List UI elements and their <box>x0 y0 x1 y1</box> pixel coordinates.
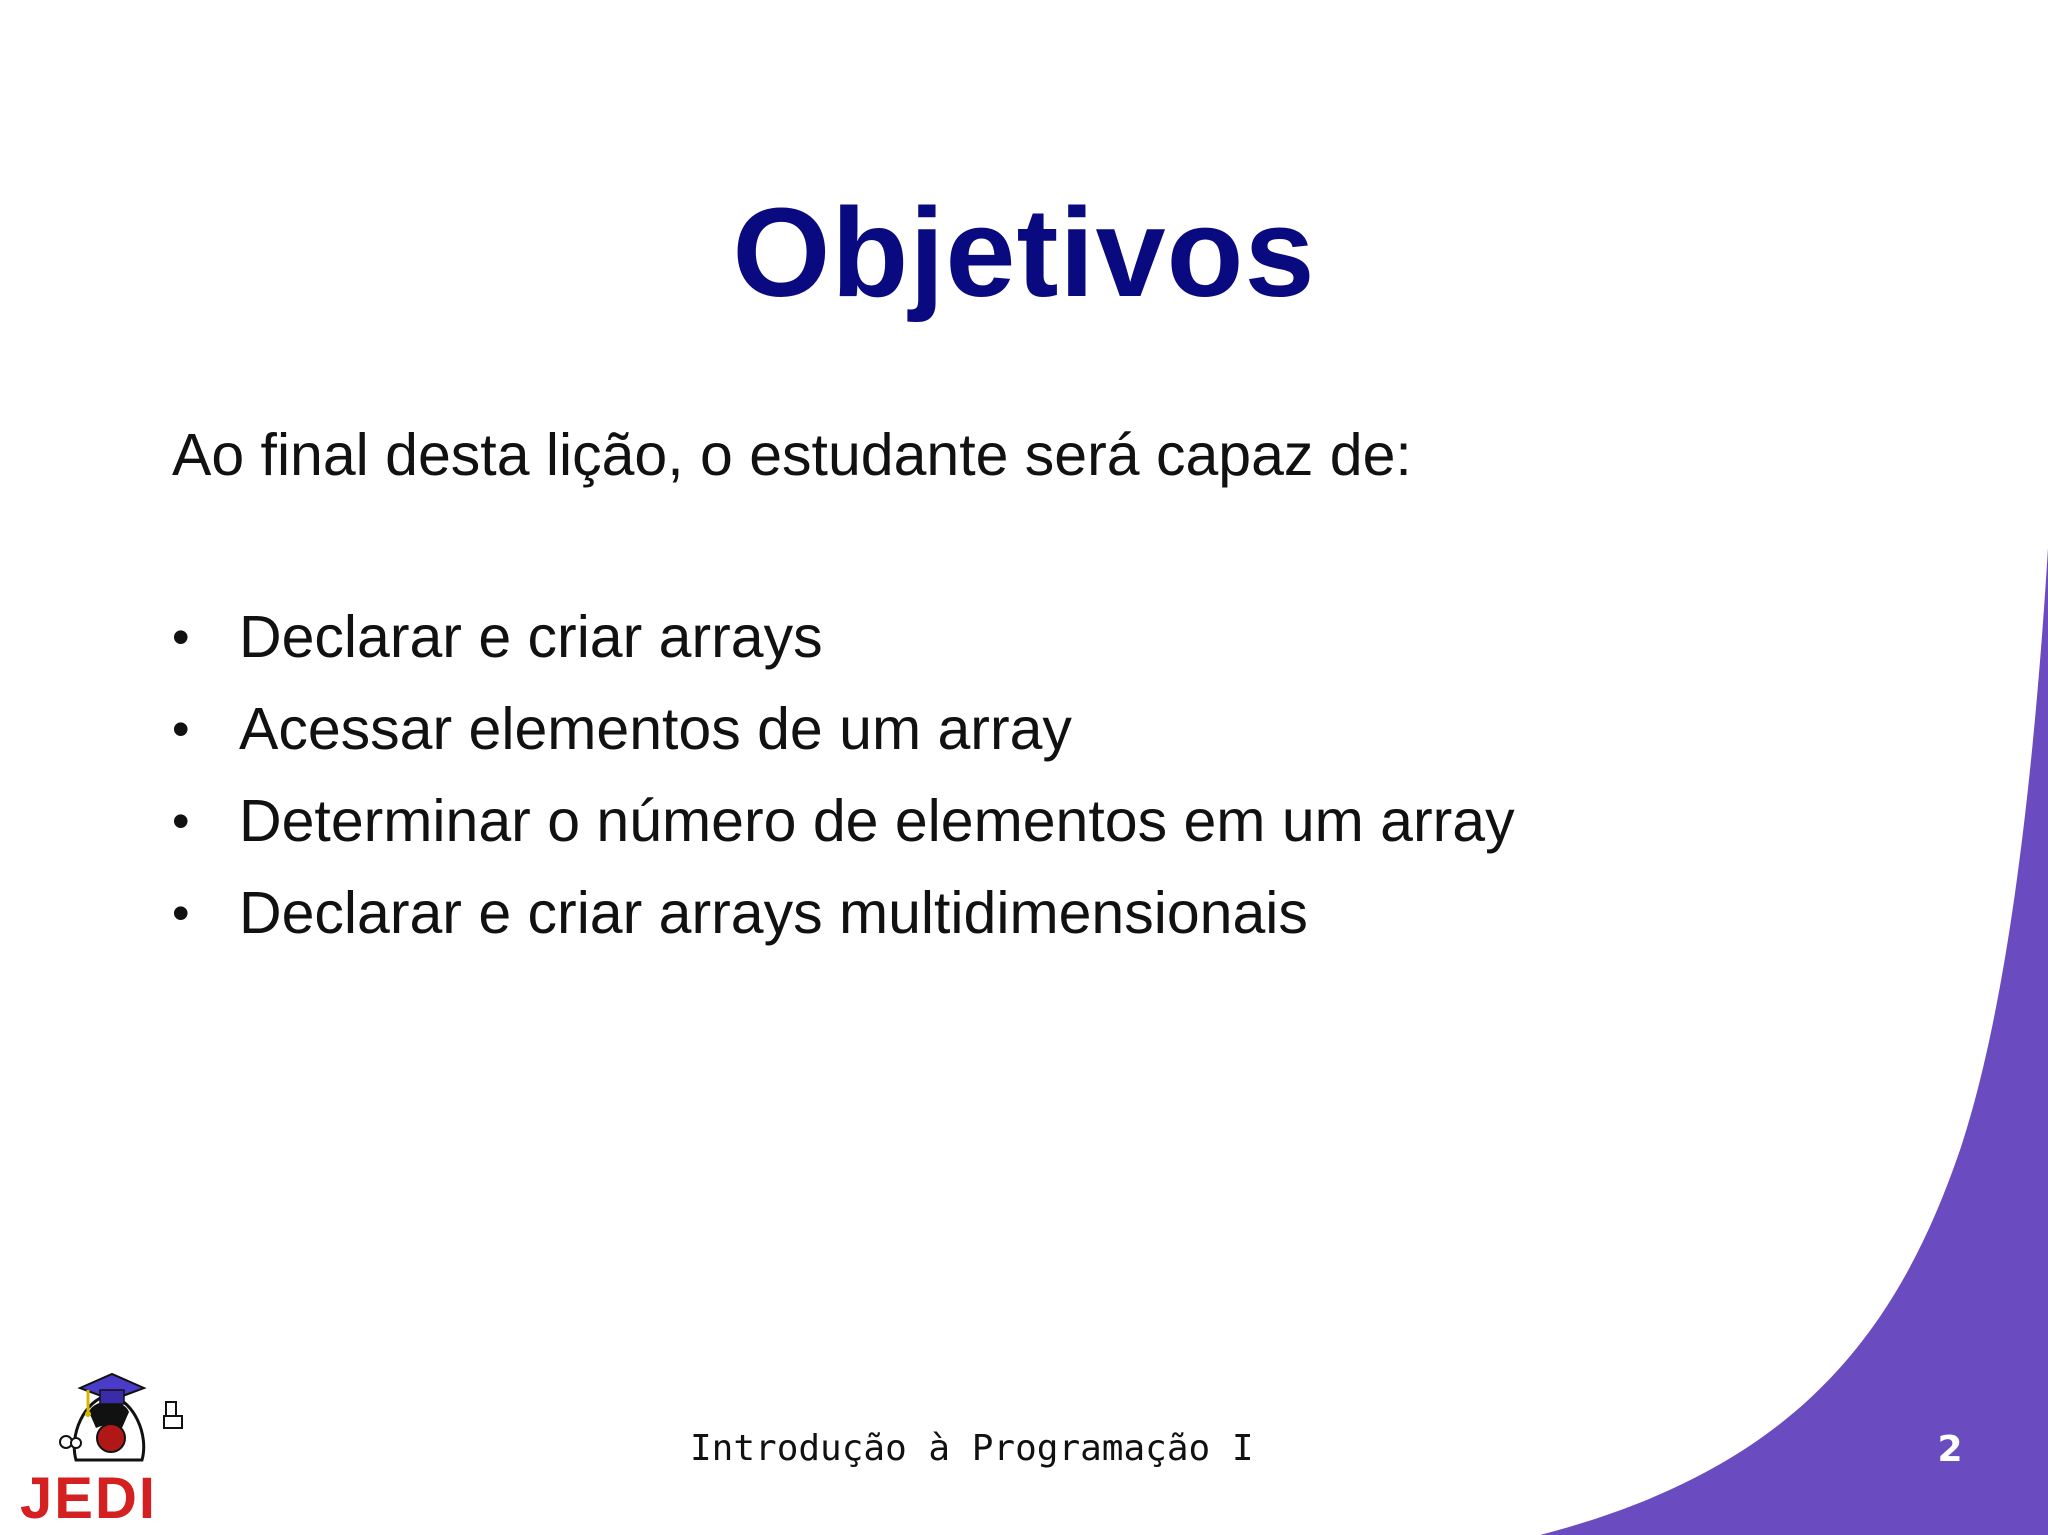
list-item-text: Determinar o número de elementos em um array <box>239 788 1515 854</box>
intro-text: Ao final desta lição, o estudante será capaz de: <box>172 422 1412 488</box>
list-item-text: Declarar e criar arrays <box>239 604 823 670</box>
bullet-icon: • <box>172 793 190 849</box>
footer-course-title: Introdução à Programação I <box>690 1428 1254 1469</box>
bullet-icon: • <box>172 701 190 757</box>
bullet-icon: • <box>172 609 190 665</box>
page-number: 2 <box>1937 1429 1963 1470</box>
bullet-icon: • <box>172 885 190 941</box>
slide-title: Objetivos <box>732 182 1316 323</box>
list-item-text: Acessar elementos de um array <box>239 696 1072 762</box>
list-item-text: Declarar e criar arrays multidimensionais <box>239 880 1308 946</box>
jedi-logo-icon <box>14 1340 204 1525</box>
logo-text: JEDI <box>20 1466 157 1525</box>
